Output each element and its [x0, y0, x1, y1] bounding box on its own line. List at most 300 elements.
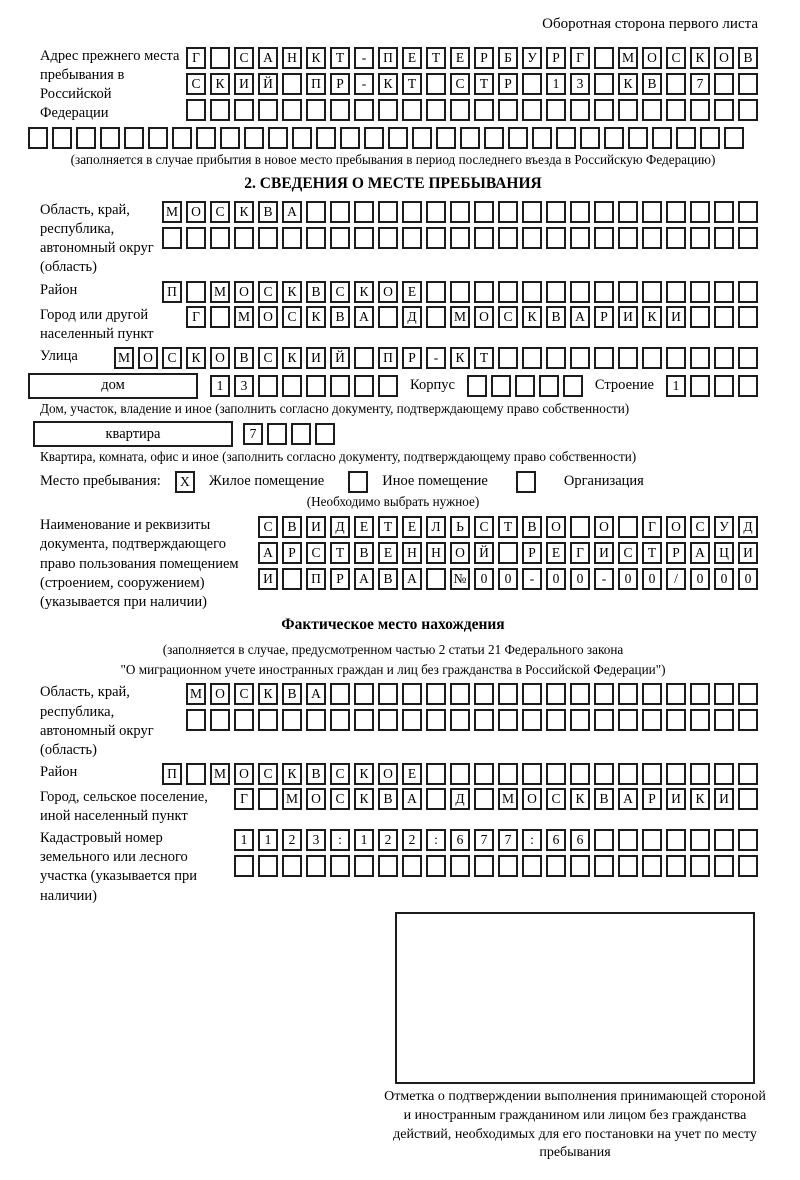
char-cell[interactable] [267, 423, 287, 445]
char-cell[interactable] [426, 763, 446, 785]
char-cell[interactable] [570, 281, 590, 303]
char-cell[interactable] [426, 99, 446, 121]
char-cell[interactable] [315, 423, 335, 445]
char-cell[interactable]: П [162, 763, 182, 785]
char-cell[interactable]: Л [426, 516, 446, 538]
char-cell[interactable] [316, 127, 336, 149]
char-cell[interactable]: 6 [450, 829, 470, 851]
char-cell[interactable]: О [138, 347, 158, 369]
char-cell[interactable] [738, 788, 758, 810]
char-cell[interactable] [292, 127, 312, 149]
char-cell[interactable] [450, 281, 470, 303]
char-cell[interactable]: Т [330, 542, 350, 564]
char-cell[interactable] [714, 201, 734, 223]
char-cell[interactable] [580, 127, 600, 149]
char-cell[interactable] [714, 709, 734, 731]
char-cell[interactable] [474, 788, 494, 810]
char-cell[interactable] [714, 375, 734, 397]
char-cell[interactable]: № [450, 568, 470, 590]
char-cell[interactable] [690, 99, 710, 121]
char-cell[interactable]: К [450, 347, 470, 369]
char-cell[interactable] [714, 227, 734, 249]
char-cell[interactable] [594, 281, 614, 303]
char-cell[interactable] [402, 99, 422, 121]
char-cell[interactable] [402, 227, 422, 249]
char-cell[interactable]: 0 [642, 568, 662, 590]
char-cell[interactable] [594, 763, 614, 785]
char-cell[interactable]: Т [330, 47, 350, 69]
char-cell[interactable] [306, 227, 326, 249]
char-cell[interactable]: Е [378, 542, 398, 564]
char-cell[interactable]: А [354, 306, 374, 328]
char-cell[interactable] [388, 127, 408, 149]
char-cell[interactable] [666, 855, 686, 877]
char-cell[interactable]: Р [498, 73, 518, 95]
char-cell[interactable]: В [282, 516, 302, 538]
char-cell[interactable] [570, 99, 590, 121]
char-cell[interactable]: Р [666, 542, 686, 564]
char-cell[interactable]: 2 [378, 829, 398, 851]
char-cell[interactable] [570, 516, 590, 538]
char-cell[interactable]: К [258, 683, 278, 705]
char-cell[interactable]: Д [738, 516, 758, 538]
char-cell[interactable] [738, 829, 758, 851]
char-cell[interactable] [690, 855, 710, 877]
char-cell[interactable] [474, 99, 494, 121]
char-cell[interactable] [378, 683, 398, 705]
char-cell[interactable]: С [546, 788, 566, 810]
char-cell[interactable]: 3 [570, 73, 590, 95]
char-cell[interactable]: С [330, 281, 350, 303]
char-cell[interactable] [474, 763, 494, 785]
char-cell[interactable]: К [282, 763, 302, 785]
char-cell[interactable]: Е [402, 47, 422, 69]
char-cell[interactable] [258, 99, 278, 121]
char-cell[interactable] [546, 201, 566, 223]
char-cell[interactable] [594, 201, 614, 223]
char-cell[interactable]: К [618, 73, 638, 95]
char-cell[interactable] [258, 227, 278, 249]
char-cell[interactable] [515, 375, 535, 397]
char-cell[interactable]: М [282, 788, 302, 810]
char-cell[interactable] [378, 855, 398, 877]
char-cell[interactable] [426, 709, 446, 731]
char-cell[interactable] [556, 127, 576, 149]
char-cell[interactable]: С [498, 306, 518, 328]
char-cell[interactable]: 0 [618, 568, 638, 590]
char-cell[interactable]: К [354, 281, 374, 303]
char-cell[interactable]: К [522, 306, 542, 328]
char-cell[interactable] [690, 281, 710, 303]
char-cell[interactable] [690, 227, 710, 249]
char-cell[interactable] [354, 709, 374, 731]
char-cell[interactable] [522, 855, 542, 877]
char-cell[interactable] [652, 127, 672, 149]
char-cell[interactable] [570, 855, 590, 877]
char-cell[interactable]: 1 [354, 829, 374, 851]
char-cell[interactable]: В [594, 788, 614, 810]
char-cell[interactable] [570, 201, 590, 223]
char-cell[interactable] [234, 855, 254, 877]
char-cell[interactable] [690, 829, 710, 851]
char-cell[interactable] [426, 306, 446, 328]
char-cell[interactable]: О [210, 347, 230, 369]
char-cell[interactable]: Д [450, 788, 470, 810]
char-cell[interactable] [532, 127, 552, 149]
char-cell[interactable] [498, 855, 518, 877]
char-cell[interactable]: 0 [498, 568, 518, 590]
char-cell[interactable] [426, 568, 446, 590]
char-cell[interactable]: У [714, 516, 734, 538]
char-cell[interactable] [563, 375, 583, 397]
char-cell[interactable]: К [378, 73, 398, 95]
char-cell[interactable]: А [690, 542, 710, 564]
char-cell[interactable]: Г [642, 516, 662, 538]
char-cell[interactable] [690, 683, 710, 705]
char-cell[interactable]: П [306, 568, 326, 590]
char-cell[interactable] [306, 201, 326, 223]
char-cell[interactable] [738, 99, 758, 121]
char-cell[interactable] [618, 347, 638, 369]
char-cell[interactable]: 6 [570, 829, 590, 851]
char-cell[interactable]: К [690, 47, 710, 69]
char-cell[interactable]: Р [594, 306, 614, 328]
char-cell[interactable] [402, 683, 422, 705]
char-cell[interactable]: Й [258, 73, 278, 95]
char-cell[interactable] [426, 73, 446, 95]
char-cell[interactable] [628, 127, 648, 149]
char-cell[interactable] [186, 709, 206, 731]
char-cell[interactable]: В [234, 347, 254, 369]
char-cell[interactable]: - [522, 568, 542, 590]
char-cell[interactable] [234, 227, 254, 249]
char-cell[interactable] [282, 855, 302, 877]
char-cell[interactable] [258, 709, 278, 731]
char-cell[interactable] [690, 306, 710, 328]
char-cell[interactable] [354, 683, 374, 705]
char-cell[interactable]: Т [474, 347, 494, 369]
char-cell[interactable]: А [282, 201, 302, 223]
char-cell[interactable]: Е [402, 281, 422, 303]
char-cell[interactable] [738, 347, 758, 369]
char-cell[interactable]: С [450, 73, 470, 95]
char-cell[interactable] [642, 347, 662, 369]
char-cell[interactable] [714, 347, 734, 369]
char-cell[interactable] [546, 683, 566, 705]
char-cell[interactable]: 1 [210, 375, 230, 397]
char-cell[interactable]: Т [378, 516, 398, 538]
char-cell[interactable] [570, 347, 590, 369]
char-cell[interactable]: 0 [714, 568, 734, 590]
char-cell[interactable]: И [594, 542, 614, 564]
char-cell[interactable]: : [426, 829, 446, 851]
char-cell[interactable] [450, 227, 470, 249]
char-cell[interactable]: И [618, 306, 638, 328]
char-cell[interactable] [522, 763, 542, 785]
confirmation-stamp-box[interactable] [395, 912, 755, 1084]
char-cell[interactable] [282, 709, 302, 731]
char-cell[interactable]: М [234, 306, 254, 328]
char-cell[interactable] [282, 375, 302, 397]
char-cell[interactable]: Д [330, 516, 350, 538]
char-cell[interactable]: С [210, 201, 230, 223]
char-cell[interactable] [498, 763, 518, 785]
char-cell[interactable] [498, 281, 518, 303]
char-cell[interactable] [738, 855, 758, 877]
char-cell[interactable]: 3 [234, 375, 254, 397]
char-cell[interactable] [268, 127, 288, 149]
char-cell[interactable] [594, 347, 614, 369]
char-cell[interactable]: В [282, 683, 302, 705]
char-cell[interactable] [546, 763, 566, 785]
char-cell[interactable] [330, 683, 350, 705]
char-cell[interactable]: Р [642, 788, 662, 810]
char-cell[interactable] [330, 201, 350, 223]
char-cell[interactable] [594, 683, 614, 705]
char-cell[interactable]: М [618, 47, 638, 69]
char-cell[interactable] [100, 127, 120, 149]
char-cell[interactable]: Й [474, 542, 494, 564]
char-cell[interactable] [700, 127, 720, 149]
char-cell[interactable]: Ь [450, 516, 470, 538]
char-cell[interactable]: 1 [258, 829, 278, 851]
char-cell[interactable] [244, 127, 264, 149]
char-cell[interactable]: О [714, 47, 734, 69]
char-cell[interactable]: 0 [738, 568, 758, 590]
char-cell[interactable] [340, 127, 360, 149]
char-cell[interactable]: С [234, 47, 254, 69]
char-cell[interactable] [738, 375, 758, 397]
char-cell[interactable] [724, 127, 744, 149]
char-cell[interactable] [522, 201, 542, 223]
char-cell[interactable]: Н [282, 47, 302, 69]
char-cell[interactable] [498, 709, 518, 731]
char-cell[interactable]: В [546, 306, 566, 328]
char-cell[interactable] [210, 227, 230, 249]
char-cell[interactable]: Д [402, 306, 422, 328]
char-cell[interactable]: В [378, 788, 398, 810]
char-cell[interactable] [186, 763, 206, 785]
char-cell[interactable]: И [306, 516, 326, 538]
char-cell[interactable]: Е [402, 763, 422, 785]
checkbox-other-premises[interactable] [348, 471, 368, 493]
char-cell[interactable] [522, 683, 542, 705]
char-cell[interactable] [642, 227, 662, 249]
char-cell[interactable]: Р [546, 47, 566, 69]
char-cell[interactable]: К [282, 347, 302, 369]
char-cell[interactable]: А [402, 568, 422, 590]
char-cell[interactable]: В [642, 73, 662, 95]
char-cell[interactable]: С [162, 347, 182, 369]
char-cell[interactable]: 7 [243, 423, 263, 445]
char-cell[interactable]: К [354, 763, 374, 785]
char-cell[interactable] [354, 227, 374, 249]
char-cell[interactable]: Р [474, 47, 494, 69]
char-cell[interactable] [522, 281, 542, 303]
char-cell[interactable] [467, 375, 487, 397]
char-cell[interactable] [690, 763, 710, 785]
char-cell[interactable]: В [258, 201, 278, 223]
char-cell[interactable] [258, 375, 278, 397]
char-cell[interactable]: О [666, 516, 686, 538]
char-cell[interactable]: Т [426, 47, 446, 69]
char-cell[interactable]: К [186, 347, 206, 369]
char-cell[interactable]: 2 [282, 829, 302, 851]
char-cell[interactable] [291, 423, 311, 445]
char-cell[interactable] [570, 683, 590, 705]
char-cell[interactable]: С [690, 516, 710, 538]
char-cell[interactable]: О [642, 47, 662, 69]
char-cell[interactable] [474, 683, 494, 705]
char-cell[interactable] [522, 227, 542, 249]
char-cell[interactable]: У [522, 47, 542, 69]
char-cell[interactable]: Г [570, 47, 590, 69]
char-cell[interactable]: Н [402, 542, 422, 564]
char-cell[interactable]: К [306, 306, 326, 328]
char-cell[interactable]: Т [642, 542, 662, 564]
char-cell[interactable] [426, 788, 446, 810]
char-cell[interactable] [666, 227, 686, 249]
char-cell[interactable]: М [162, 201, 182, 223]
house-type-box[interactable]: дом [28, 373, 198, 399]
char-cell[interactable] [210, 99, 230, 121]
char-cell[interactable] [738, 683, 758, 705]
char-cell[interactable] [642, 281, 662, 303]
char-cell[interactable]: А [258, 542, 278, 564]
char-cell[interactable]: И [234, 73, 254, 95]
char-cell[interactable] [186, 227, 206, 249]
char-cell[interactable] [642, 683, 662, 705]
char-cell[interactable] [426, 201, 446, 223]
char-cell[interactable] [498, 99, 518, 121]
char-cell[interactable] [570, 709, 590, 731]
char-cell[interactable] [522, 73, 542, 95]
char-cell[interactable] [604, 127, 624, 149]
char-cell[interactable] [426, 281, 446, 303]
char-cell[interactable] [52, 127, 72, 149]
char-cell[interactable]: И [666, 306, 686, 328]
char-cell[interactable] [306, 99, 326, 121]
char-cell[interactable] [666, 201, 686, 223]
char-cell[interactable] [546, 281, 566, 303]
char-cell[interactable] [306, 855, 326, 877]
char-cell[interactable] [738, 709, 758, 731]
char-cell[interactable]: О [594, 516, 614, 538]
char-cell[interactable] [570, 227, 590, 249]
char-cell[interactable] [354, 375, 374, 397]
char-cell[interactable]: О [234, 281, 254, 303]
char-cell[interactable] [330, 709, 350, 731]
char-cell[interactable]: Р [330, 568, 350, 590]
char-cell[interactable] [450, 99, 470, 121]
char-cell[interactable] [450, 855, 470, 877]
char-cell[interactable]: : [330, 829, 350, 851]
char-cell[interactable]: О [186, 201, 206, 223]
char-cell[interactable] [186, 99, 206, 121]
char-cell[interactable]: Р [522, 542, 542, 564]
char-cell[interactable]: 2 [402, 829, 422, 851]
char-cell[interactable] [172, 127, 192, 149]
char-cell[interactable]: Н [426, 542, 446, 564]
char-cell[interactable] [378, 306, 398, 328]
char-cell[interactable] [258, 788, 278, 810]
char-cell[interactable] [738, 306, 758, 328]
char-cell[interactable] [666, 829, 686, 851]
char-cell[interactable] [474, 709, 494, 731]
char-cell[interactable]: Т [402, 73, 422, 95]
char-cell[interactable]: С [618, 542, 638, 564]
char-cell[interactable]: К [570, 788, 590, 810]
char-cell[interactable]: И [714, 788, 734, 810]
char-cell[interactable] [484, 127, 504, 149]
char-cell[interactable] [546, 709, 566, 731]
char-cell[interactable] [690, 347, 710, 369]
char-cell[interactable]: С [282, 306, 302, 328]
char-cell[interactable]: В [306, 763, 326, 785]
char-cell[interactable] [330, 227, 350, 249]
char-cell[interactable]: Р [282, 542, 302, 564]
checkbox-residential[interactable]: X [175, 471, 195, 493]
char-cell[interactable] [378, 709, 398, 731]
char-cell[interactable]: / [666, 568, 686, 590]
char-cell[interactable] [522, 709, 542, 731]
char-cell[interactable] [714, 306, 734, 328]
char-cell[interactable] [690, 709, 710, 731]
char-cell[interactable] [570, 763, 590, 785]
char-cell[interactable]: Ц [714, 542, 734, 564]
char-cell[interactable] [282, 227, 302, 249]
char-cell[interactable] [330, 855, 350, 877]
char-cell[interactable] [618, 855, 638, 877]
char-cell[interactable]: С [306, 542, 326, 564]
char-cell[interactable] [594, 227, 614, 249]
char-cell[interactable]: 3 [306, 829, 326, 851]
char-cell[interactable]: А [618, 788, 638, 810]
char-cell[interactable]: И [306, 347, 326, 369]
char-cell[interactable]: К [234, 201, 254, 223]
char-cell[interactable] [186, 281, 206, 303]
char-cell[interactable]: С [258, 763, 278, 785]
char-cell[interactable]: - [426, 347, 446, 369]
char-cell[interactable]: К [210, 73, 230, 95]
char-cell[interactable] [738, 227, 758, 249]
char-cell[interactable]: О [306, 788, 326, 810]
char-cell[interactable] [714, 683, 734, 705]
char-cell[interactable]: П [378, 347, 398, 369]
char-cell[interactable] [714, 829, 734, 851]
char-cell[interactable] [450, 683, 470, 705]
char-cell[interactable]: И [738, 542, 758, 564]
char-cell[interactable] [402, 709, 422, 731]
checkbox-organization[interactable] [516, 471, 536, 493]
char-cell[interactable] [546, 855, 566, 877]
char-cell[interactable] [498, 542, 518, 564]
char-cell[interactable]: М [210, 281, 230, 303]
char-cell[interactable] [426, 683, 446, 705]
char-cell[interactable]: С [258, 516, 278, 538]
char-cell[interactable] [594, 829, 614, 851]
char-cell[interactable] [210, 709, 230, 731]
char-cell[interactable] [330, 99, 350, 121]
char-cell[interactable] [306, 709, 326, 731]
char-cell[interactable] [642, 763, 662, 785]
char-cell[interactable] [124, 127, 144, 149]
char-cell[interactable] [402, 201, 422, 223]
char-cell[interactable] [666, 683, 686, 705]
char-cell[interactable]: Т [498, 516, 518, 538]
char-cell[interactable]: С [666, 47, 686, 69]
char-cell[interactable] [412, 127, 432, 149]
